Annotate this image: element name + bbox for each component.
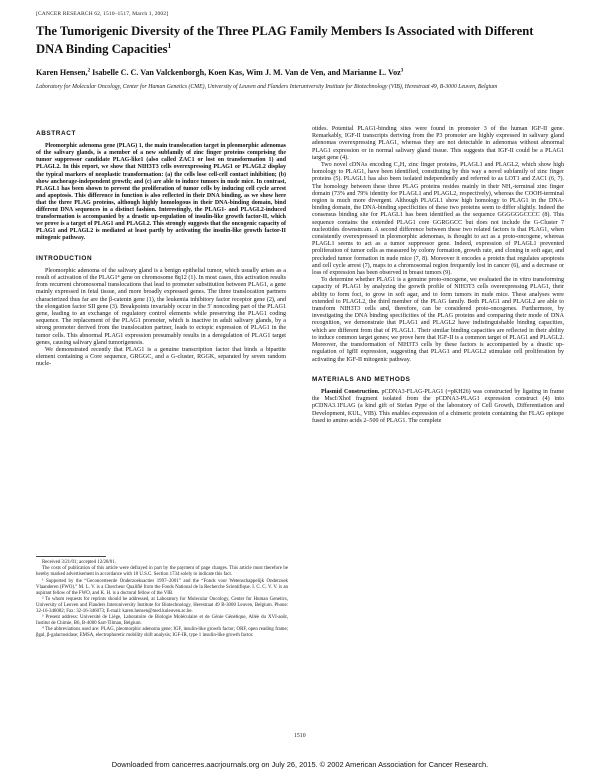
footnote-2: ² To whom requests for reprints should be addressed, at Laboratory for Molecular Oncology, Center for Human Genetics, University of Leuven and Flanders Interuniversity Institute for Biotechnology, Herestraat 49 B-3000 Leuven, Belgium. Phone: 32-16-346082; Fax: 32-16-346073; E-mail: karen.hensen@med.kuleuven.ac.be. xyxy=(36,596,288,614)
methods-text: pCDNA3-FLAG-PLAG1 (=pKH26) was constructed by ligating in frame the MscI/XhoI fragment isolated from the pCDNA3-PLAG1 expression construct (4) into pCDNA3.1FLAG (a kind gift of Stefan Pype of the laboratory of Cell Growth, Differentiation and Development, KUL, VIB). This enables expression of a chimeric protein containing the FLAG epitope fused to amino acids 2–500 of PLAG1. The complete xyxy=(312,388,565,424)
footnote-4: ⁴ The abbreviations used are: PLAG, pleomorphic adenoma gene; IGF, insulin-like growth factor; ORF, open reading frame; βgal, β-galactosidase; EMSA, electrophoretic mobility shift analysis; IGF-IR, type 1 insulin-like growth factor. xyxy=(36,627,288,639)
right-paragraph-1: otides. Potential PLAG1-binding sites were found in promoter 3 of the human IGF-II gene. Remarkably, IGF-II transcripts deriving from the P3 promoter are highly expressed in salivary gland adenomas overexpressing PLAG1, whereas they are not detectable in adenomas without abnormal PLAG1 expression or in normal salivary gland tissue. This suggests that IGF-II could be a PLAG1 target gene (4). xyxy=(312,126,564,161)
footnote-rule xyxy=(36,556,106,557)
download-notice xyxy=(20,760,580,769)
download-suffix: on July 26, 2015. © 2002 American Association for Cancer Research. xyxy=(259,760,489,769)
abstract-heading: ABSTRACT xyxy=(36,130,76,137)
methods-heading: MATERIALS AND METHODS xyxy=(312,375,411,383)
introduction-paragraph-1: Pleomorphic adenoma of the salivary gland is a benign epithelial tumor, which usually arises as a result of activation of the PLAG1⁴ gene on chromosome 8q12 (1). In most cases, this activation results from recurrent chromosomal translocations that lead to promoter substitution between PLAG1, a gene mainly expressed in fetal tissue, and more broadly expressed genes. The three translocation partners characterized thus far are the β-catenin gene (1), the leukemia inhibitory factor receptor gene (2), and the elongation factor SII gene (3). Breakpoints invariably occur in the 5′ noncoding part of the PLAG1 gene, leading to an exchange of regulatory control elements while preserving the PLAG1 coding sequence. The replacement of the PLAG1 promoter, which is inactive in adult salivary glands, by a strong promoter derived from the translocation partner, leads to ectopic expression of PLAG1 in the tumor cells. This abnormal PLAG1 expression presumably results in a deregulation of PLAG1 target genes, causing salivary gland tumorigenesis. xyxy=(36,267,286,346)
title-footnote-mark: 1 xyxy=(167,42,172,50)
author-footnote-mark-2: 2 xyxy=(87,68,91,74)
footnote-costs: The costs of publication of this article were defrayed in part by the payment of page charges. This article must therefore be hereby marked advertisement in accordance with 18 U.S.C. Section 1734 solely to indicate this fact. xyxy=(36,566,288,578)
title-text: The Tumorigenic Diversity of the Three PLAG Family Members Is Associated with Different DNA Binding Capacities xyxy=(36,24,534,57)
right-column xyxy=(312,126,564,425)
right-paragraph-2: Two novel cDNAs encoding C₂H₂ zinc finger proteins, PLAGL1 and PLAGL2, which show high homology to PLAG1, have been identified, constituting by this way a novel subfamily of zinc finger proteins (5). PLAGL1 has also been isolated independently and referred to as LOT1 and ZAC1 (6, 7). The homology between these three PLAG proteins resides mainly in their NH₂-terminal zinc finger domain (73% and 79% identity for PLAGL1 and PLAGL2, respectively), whereas the COOH-terminal region is much more divergent. Although PLAGL1 show high homology to PLAG1 in the DNA-binding domain, the DNA-binding specificities of these two proteins seem to differ slightly. Indeed the consensus binding site for PLAGL1 has been identified as the sequence GGGGGGCCCC (8). This sequence contains the extended PLAG1 core GGRGGCC but does not include the G-Cluster 7 nucleotides downstream. A second difference between these two related factors is that PLAG1, when consistently overexpressed in pleomorphic adenomas, is thought to act as a proto-oncogene, whereas PLAGL1 seems to act as a tumor suppressor gene. Indeed, expression of PLAGL1 prevented proliferation of tumor cells as measured by colony formation, growth rate, and cloning in soft agar, and precluded tumor formation in nude mice (7, 8). Moreover it encodes a protein that regulates apoptosis and cell cycle arrest (7), maps to a chromosomal region frequently lost in cancer (6), and a decrease or loss of expression has been observed in breast tumors (9). xyxy=(312,162,564,277)
author-list xyxy=(36,68,566,77)
right-paragraph-3: To determine whether PLAG1 is a genuine proto-oncogene, we evaluated the in vitro transforming capacity of PLAG1 by analyzing the growth profile of NIH3T3 cells overexpressing PLAG1, their ability to form foci, to grow in soft agar, and to form tumors in nude mice. These analyses were extended to PLAGL2, the third member of the PLAG family. Both PLAG1 and PLAGL2 are able to transform NIH3T3 cells and, therefore, can be considered proto-oncogenes. Furthermore, by investigating the DNA binding specificities of the PLAG proteins and comparing their mode of DNA recognition, we demonstrate that PLAG1 and PLAGL2 have indistinguishable binding capacities, which are different from that of PLAGL1. Their similar binding capacities are reflected in their ability to induce common target genes; we prove here that IGF-II is a common target of PLAG1 and PLAGL2. Moreover, the transformation of NIH3T3 cells by these factors is accompanied by a drastic up-regulation of IgfII expression, suggesting that PLAG1 and PLAGL2 stimulate cell proliferation by activating the IGF-II mitogenic pathway. xyxy=(312,277,564,363)
left-column xyxy=(36,130,286,369)
methods-subheading: Plasmid Construction. xyxy=(321,388,380,395)
author-rest: Isabelle C. C. Van Valckenborgh, Koen Kas, Wim J. M. Van de Ven, and Marianne L. Voz xyxy=(90,68,401,77)
affiliation: Laboratory for Molecular Oncology, Center for Human Genetics (CME), University of Leuven and Flanders Interuniversity Institute for Biotechnology (VIB), Herestraat 49, B-3000 Leuven, Belgium xyxy=(36,84,498,90)
methods-paragraph xyxy=(312,389,564,425)
author-footnote-mark-3: 3 xyxy=(400,68,404,74)
author-first: Karen Hensen, xyxy=(36,68,88,77)
download-prefix: Downloaded from xyxy=(111,760,172,769)
article-title xyxy=(36,24,556,57)
introduction-paragraph-2: We demonstrated recently that PLAG1 is a genuine transcription factor that binds a bipartite element containing a Core sequence, GRGGC, and a G-cluster, RGGK, separated by seven random nucle- xyxy=(36,346,286,368)
abstract-text: Pleomorphic adenoma gene (PLAG) 1, the main translocation target in pleomorphic adenomas of the salivary glands, is a member of a new subfamily of zinc finger proteins comprising the tumor suppressor candidate PLAG-like1 (also called ZAC1 or lost on transformation 1) and PLAGL2. In this report, we show that NIH3T3 cells overexpressing PLAG1 or PLAGL2 display the typical markers of neoplastic transformation: (a) the cells lose cell-cell contact inhibition; (b) show anchorage-independent growth; and (c) are able to induce tumors in nude mice. In contrast, PLAGL1 has been shown to prevent the proliferation of tumor cells by inducing cell cycle arrest and apoptosis. This difference in function is also reflected in their DNA binding, as we show here that the three PLAG proteins, although highly homologous in their DNA-binding domain, bind different DNA sequences in a distinct fashion. Interestingly, the PLAG1- and PLAGL2-induced transformation is accompanied by a drastic up-regulation of insulin-like growth factor-II, which we prove is a target of PLAG1 and PLAGL2. This strongly suggests that the oncogenic capacity of PLAG1 and PLAGL2 is mediated at least partly by activating the insulin-like growth factor-II mitogenic pathway. xyxy=(36,143,286,242)
footnotes xyxy=(36,556,288,640)
footnote-1: ¹ Supported by the “Geconcerteerde Onderzoeksacties 1997–2001” and the “Fonds voor Wetenschappelijk Onderzoek Vlaanderen (FWO).” M. L. V. is a Chercheur Qualifié from the Fonds National de la Recherche Scientifique. I. C. C. V. V. is an aspirant fellow of the FWO, and K. H. is a doctoral fellow of the VIB. xyxy=(36,578,288,596)
journal-site-link[interactable]: cancerres.aacrjournals.org xyxy=(171,760,260,769)
journal-citation: [CANCER RESEARCH 62, 1510–1517, March 1, 2002] xyxy=(36,11,169,17)
footnote-received: Received 3/21/01; accepted 12/28/01. xyxy=(42,560,116,565)
footnote-3: ³ Present address: Université de Liège, Laboratoire de Biologie Moléculaire et de Génie Génétique, Allée du XVI-août, Institut de Chimie, B6, B-4000 Sart-Tilman, Belgium. xyxy=(36,615,288,627)
introduction-heading: INTRODUCTION xyxy=(36,254,93,262)
page-number: 1510 xyxy=(294,733,306,739)
